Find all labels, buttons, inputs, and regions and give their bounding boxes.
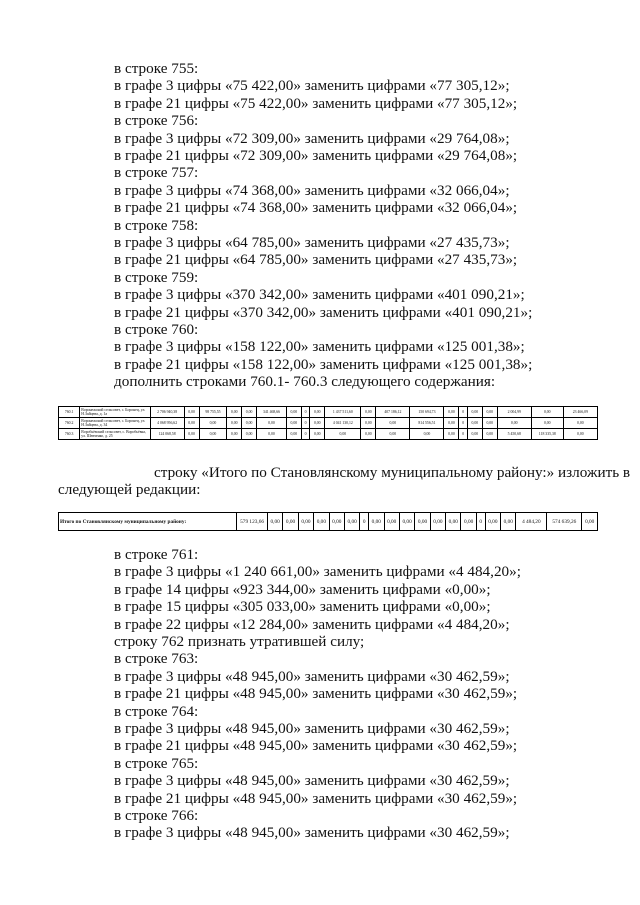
total-value-cell: 579 123,66 — [237, 513, 268, 531]
amendment-line: в строке 764: — [114, 702, 199, 720]
amendment-line: в строке 760: — [114, 321, 199, 338]
value-cell: 0 — [301, 418, 310, 429]
value-cell: 124 068,58 — [150, 429, 184, 440]
amendment-line: в строке 756: — [114, 112, 199, 130]
amendment-line: в графе 21 цифры «158 122,00» заменить цифрами «125 001,38»; — [114, 355, 533, 373]
value-cell: 0,00 — [310, 407, 325, 418]
amendment-line: в строке 758: — [114, 216, 199, 234]
amendment-line: в графе 3 цифры «1 240 661,00» заменить цифрами «4 484,20»; — [114, 563, 521, 581]
amendment-line: в графе 3 цифры «75 422,00» заменить цифрами «77 305,12»; — [114, 77, 510, 95]
value-cell: 0,00 — [444, 429, 459, 440]
value-cell: 2 004,99 — [497, 407, 531, 418]
address-cell: Воронежский сельсовет, с. Боронец, ул. Н.Зайцева, д. 1а — [80, 407, 150, 418]
value-cell: 0,00 — [531, 418, 563, 429]
row-number-cell: 760.1 — [59, 407, 80, 418]
value-cell: 0,00 — [286, 407, 301, 418]
value-cell: 0 — [301, 407, 310, 418]
value-cell: 0 — [301, 429, 310, 440]
amendment-line: в строке 765: — [114, 754, 199, 772]
amendment-line: в графе 21 цифры «48 945,00» заменить цифрами «30 462,59»; — [114, 789, 518, 807]
value-cell: 0,00 — [242, 418, 257, 429]
value-cell: 0,00 — [184, 418, 199, 429]
value-cell: 0,00 — [286, 429, 301, 440]
table-row — [59, 418, 598, 429]
amendment-line: в графе 3 цифры «72 309,00» заменить цифрами «29 764,08»; — [114, 129, 510, 147]
value-cell: 98 755,55 — [199, 407, 227, 418]
value-cell: 814 556,51 — [410, 418, 444, 429]
value-cell: 5 450,68 — [497, 429, 531, 440]
row-number-cell: 760.3 — [59, 429, 80, 440]
address-cell: Воронежский сельсовет, с. Боронец, ул. Н.Зайцева, д. 34 — [80, 418, 150, 429]
value-cell: 0,00 — [227, 407, 242, 418]
value-cell: 0,00 — [444, 418, 459, 429]
total-value-cell: 0,00 — [485, 513, 500, 531]
value-cell: 0,00 — [361, 407, 376, 418]
added-rows-table — [58, 406, 598, 440]
value-cell: 0,00 — [361, 418, 376, 429]
table-row — [59, 429, 598, 440]
amendment-line: в графе 3 цифры «48 945,00» заменить цифрами «30 462,59»; — [114, 824, 510, 842]
value-cell: 4 041 130,12 — [325, 418, 361, 429]
row-number-cell: 760.2 — [59, 418, 80, 429]
total-value-cell: 0,00 — [501, 513, 516, 531]
amendment-line: дополнить строками 760.1- 760.3 следующего содержания: — [114, 373, 496, 391]
total-label: Итого по Становлянскому муниципальному району: — [59, 513, 237, 531]
amendment-line: в графе 22 цифры «12 284,00» заменить цифрами «4 484,20»; — [114, 615, 510, 633]
total-value-cell: 0,00 — [329, 513, 344, 531]
amendment-line: в графе 3 цифры «48 945,00» заменить цифрами «30 462,59»; — [114, 720, 510, 737]
total-value-cell: 0 — [476, 513, 485, 531]
amendment-line: в графе 21 цифры «48 945,00» заменить цифрами «30 462,59»; — [114, 737, 518, 755]
value-cell: 0,00 — [257, 429, 287, 440]
value-cell: 0,00 — [563, 418, 597, 429]
value-cell: 0,00 — [376, 429, 410, 440]
amendment-line: в графе 3 цифры «48 945,00» заменить цифрами «30 462,59»; — [114, 667, 510, 685]
value-cell: 0,00 — [325, 429, 361, 440]
value-cell: 0 — [459, 429, 468, 440]
value-cell: 0,00 — [242, 429, 257, 440]
value-cell: 0,00 — [482, 429, 497, 440]
total-value-cell: 4 484,20 — [516, 513, 547, 531]
value-cell: 341 468,66 — [257, 407, 287, 418]
value-cell: 0,00 — [310, 418, 325, 429]
value-cell: 4 068 956,62 — [150, 418, 184, 429]
total-value-cell: 0,00 — [384, 513, 399, 531]
value-cell: 150 694,73 — [410, 407, 444, 418]
value-cell: 1 437 511,60 — [325, 407, 361, 418]
value-cell: 0,00 — [467, 429, 482, 440]
total-value-cell: 0,00 — [344, 513, 359, 531]
amendment-line: в строке 761: — [114, 546, 199, 563]
amendment-line: в графе 14 цифры «923 344,00» заменить цифрами «0,00»; — [114, 580, 491, 598]
total-value-cell: 0,00 — [430, 513, 445, 531]
value-cell: 0,00 — [199, 429, 227, 440]
total-value-cell: 0,00 — [399, 513, 414, 531]
total-value-cell: 574 639,26 — [547, 513, 582, 531]
amendment-line: в строке 755: — [114, 60, 199, 77]
amendment-line: в графе 3 цифры «370 342,00» заменить цифрами «401 090,21»; — [114, 286, 525, 304]
total-value-cell: 0,00 — [314, 513, 329, 531]
value-cell: 0,00 — [184, 429, 199, 440]
value-cell: 0,00 — [257, 418, 287, 429]
value-cell: 2 706 940,38 — [150, 407, 184, 418]
amendment-line: в строке 763: — [114, 650, 199, 668]
total-value-cell: 0,00 — [461, 513, 476, 531]
value-cell: 23 466,09 — [563, 407, 597, 418]
total-value-cell: 0,00 — [298, 513, 313, 531]
value-cell: 0,00 — [497, 418, 531, 429]
amendment-line: в графе 3 цифры «158 122,00» заменить цифрами «125 001,38»; — [114, 338, 525, 356]
value-cell: 0,00 — [410, 429, 444, 440]
value-cell: 0 — [459, 407, 468, 418]
value-cell: 0,00 — [563, 429, 597, 440]
amendment-line: в графе 21 цифры «75 422,00» заменить цифрами «77 305,12»; — [114, 94, 518, 112]
address-cell: Воробьёвский сельсовет, с. Воробьёвка, ул. Шевченко, д. 25 — [80, 429, 150, 440]
value-cell: 0,00 — [286, 418, 301, 429]
value-cell: 407 186,12 — [376, 407, 410, 418]
amendment-line: в графе 21 цифры «370 342,00» заменить цифрами «401 090,21»; — [114, 303, 533, 321]
value-cell: 0,00 — [310, 429, 325, 440]
total-value-cell: 0,00 — [446, 513, 461, 531]
value-cell: 118 335,38 — [531, 429, 563, 440]
value-cell: 0,00 — [467, 407, 482, 418]
amendment-line: в графе 3 цифры «48 945,00» заменить цифрами «30 462,59»; — [114, 772, 510, 790]
table-row — [59, 407, 598, 418]
total-row — [59, 513, 598, 531]
amendment-line: строку 762 признать утратившей силу; — [114, 633, 365, 650]
paragraph-line-2: следующей редакции: — [58, 481, 201, 498]
amendment-line: в строке 757: — [114, 164, 199, 182]
value-cell: 0,00 — [184, 407, 199, 418]
value-cell: 0,00 — [227, 418, 242, 429]
value-cell: 0,00 — [376, 418, 410, 429]
paragraph-line-1: строку «Итого по Становлянскому муниципальному району:» изложить в — [154, 464, 631, 481]
value-cell: 0,00 — [467, 418, 482, 429]
amendment-line: в строке 766: — [114, 807, 199, 824]
amendment-line: в графе 3 цифры «74 368,00» заменить цифрами «32 066,04»; — [114, 181, 510, 199]
total-value-cell: 0,00 — [267, 513, 282, 531]
value-cell: 0,00 — [227, 429, 242, 440]
value-cell: 0,00 — [199, 418, 227, 429]
amendment-line: в графе 3 цифры «64 785,00» заменить цифрами «27 435,73»; — [114, 234, 510, 251]
total-value-cell: 0,00 — [415, 513, 430, 531]
total-value-cell: 0,00 — [582, 513, 598, 531]
value-cell: 0,00 — [361, 429, 376, 440]
total-row-table — [58, 512, 598, 531]
amendment-line: в графе 21 цифры «64 785,00» заменить цифрами «27 435,73»; — [114, 251, 518, 269]
amendment-line: в графе 21 цифры «74 368,00» заменить цифрами «32 066,04»; — [114, 199, 518, 217]
value-cell: 0,00 — [482, 418, 497, 429]
amendment-line: в строке 759: — [114, 268, 199, 286]
value-cell: 0,00 — [482, 407, 497, 418]
amendment-line: в графе 21 цифры «72 309,00» заменить цифрами «29 764,08»; — [114, 147, 518, 164]
value-cell: 0,00 — [531, 407, 563, 418]
total-value-cell: 0,00 — [283, 513, 298, 531]
total-value-cell: 0,00 — [369, 513, 384, 531]
amendment-line: в графе 21 цифры «48 945,00» заменить цифрами «30 462,59»; — [114, 685, 518, 703]
value-cell: 0 — [459, 418, 468, 429]
value-cell: 0,00 — [444, 407, 459, 418]
value-cell: 0,00 — [242, 407, 257, 418]
amendment-line: в графе 15 цифры «305 033,00» заменить цифрами «0,00»; — [114, 598, 491, 616]
total-value-cell: 0 — [360, 513, 369, 531]
